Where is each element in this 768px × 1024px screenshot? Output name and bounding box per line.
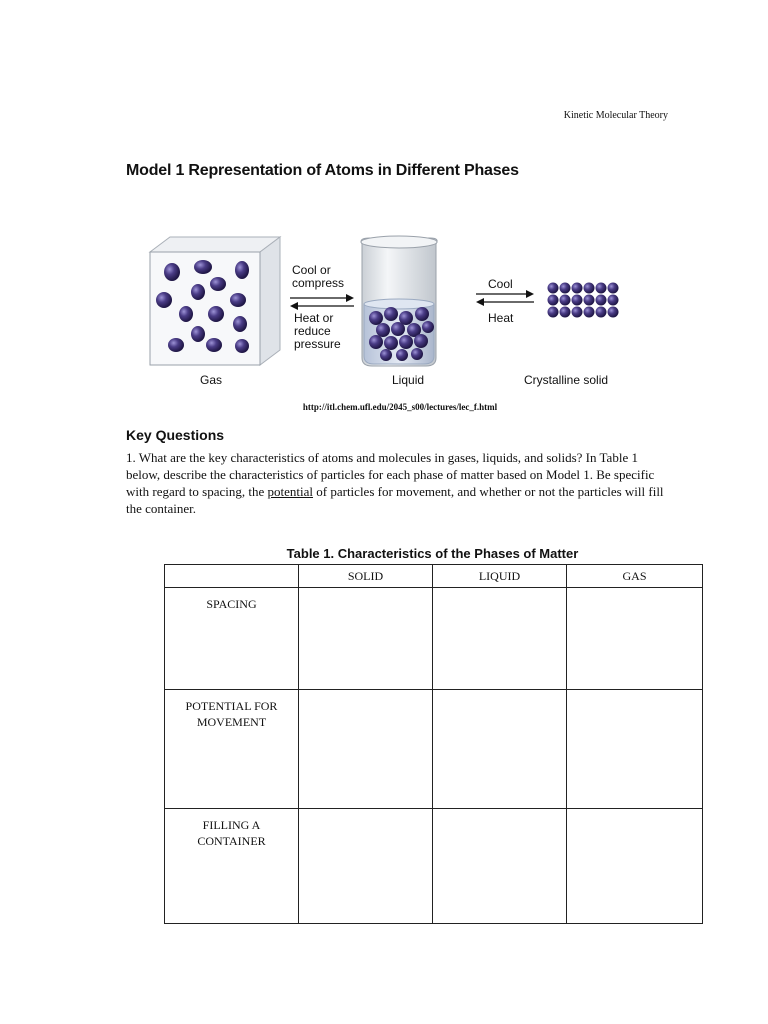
answer-cell-gas-filling[interactable] (567, 809, 703, 924)
table-row (165, 809, 703, 924)
solid-atoms (548, 283, 619, 318)
label-heat: Heat (488, 311, 514, 325)
liquid-solid-arrows (476, 290, 534, 306)
row-head-line: FILLING A (202, 818, 261, 832)
row-head-line: SPACING (206, 597, 257, 611)
label-cool: Cool (488, 277, 513, 291)
question-1-part1: 1. What are the key characteristics of atoms and molecules in gases, liquids, and solids? In Table 1 below, describe the characteristics of particles for each phase of matter based on Model 1. Be specific with regard to spacing, the (126, 450, 655, 499)
answer-cell-gas-spacing[interactable] (567, 588, 703, 690)
label-gas: Gas (200, 373, 223, 387)
label-cool-compress (292, 264, 344, 290)
question-1 (126, 449, 671, 517)
table-header-row (165, 565, 703, 588)
answer-cell-liquid-movement[interactable] (433, 690, 567, 809)
label-liquid: Liquid (392, 373, 425, 387)
row-head-line: POTENTIAL FOR (185, 699, 278, 713)
answer-cell-gas-movement[interactable] (567, 690, 703, 809)
model-title: Model 1 Representation of Atoms in Different Phases (126, 162, 519, 179)
label-compress: compress (292, 276, 345, 290)
header-cell-liquid: LIQUID (433, 565, 567, 588)
table-caption: Table 1. Characteristics of the Phases of Matter (286, 546, 579, 561)
table-row (165, 588, 703, 690)
label-heat-reduce-pressure (294, 312, 341, 351)
answer-cell-solid-spacing[interactable] (299, 588, 433, 690)
question-1-part2: of particles for movement, and whether or not the particles will fill the container. (126, 484, 664, 516)
header-cell-empty (165, 565, 299, 588)
row-head-line: MOVEMENT (196, 715, 267, 729)
row-head-filling-a-container (165, 809, 299, 924)
label-pressure: pressure (294, 337, 341, 351)
answer-cell-liquid-filling[interactable] (433, 809, 567, 924)
phases-table (164, 564, 703, 924)
source-url: http://itl.chem.ufl.edu/2045_s00/lectures/lec_f.html (302, 402, 498, 412)
label-crystalline-solid: Crystalline solid (524, 373, 609, 387)
answer-cell-solid-movement[interactable] (299, 690, 433, 809)
label-cool-or: Cool or (292, 263, 331, 277)
row-head-spacing (165, 588, 299, 690)
row-head-potential-for-movement (165, 690, 299, 809)
header-cell-gas: GAS (567, 565, 703, 588)
answer-cell-solid-filling[interactable] (299, 809, 433, 924)
gas-liquid-arrows (290, 294, 354, 310)
header-cell-solid: SOLID (299, 565, 433, 588)
question-1-underlined: potential (267, 484, 314, 499)
label-reduce: reduce (294, 324, 331, 338)
running-header: Kinetic Molecular Theory (563, 110, 668, 121)
table-row (165, 690, 703, 809)
row-head-line: CONTAINER (197, 834, 266, 848)
phases-diagram (140, 232, 640, 402)
label-heat-or: Heat or (294, 311, 334, 325)
key-questions-title: Key Questions (126, 427, 225, 443)
answer-cell-liquid-spacing[interactable] (433, 588, 567, 690)
